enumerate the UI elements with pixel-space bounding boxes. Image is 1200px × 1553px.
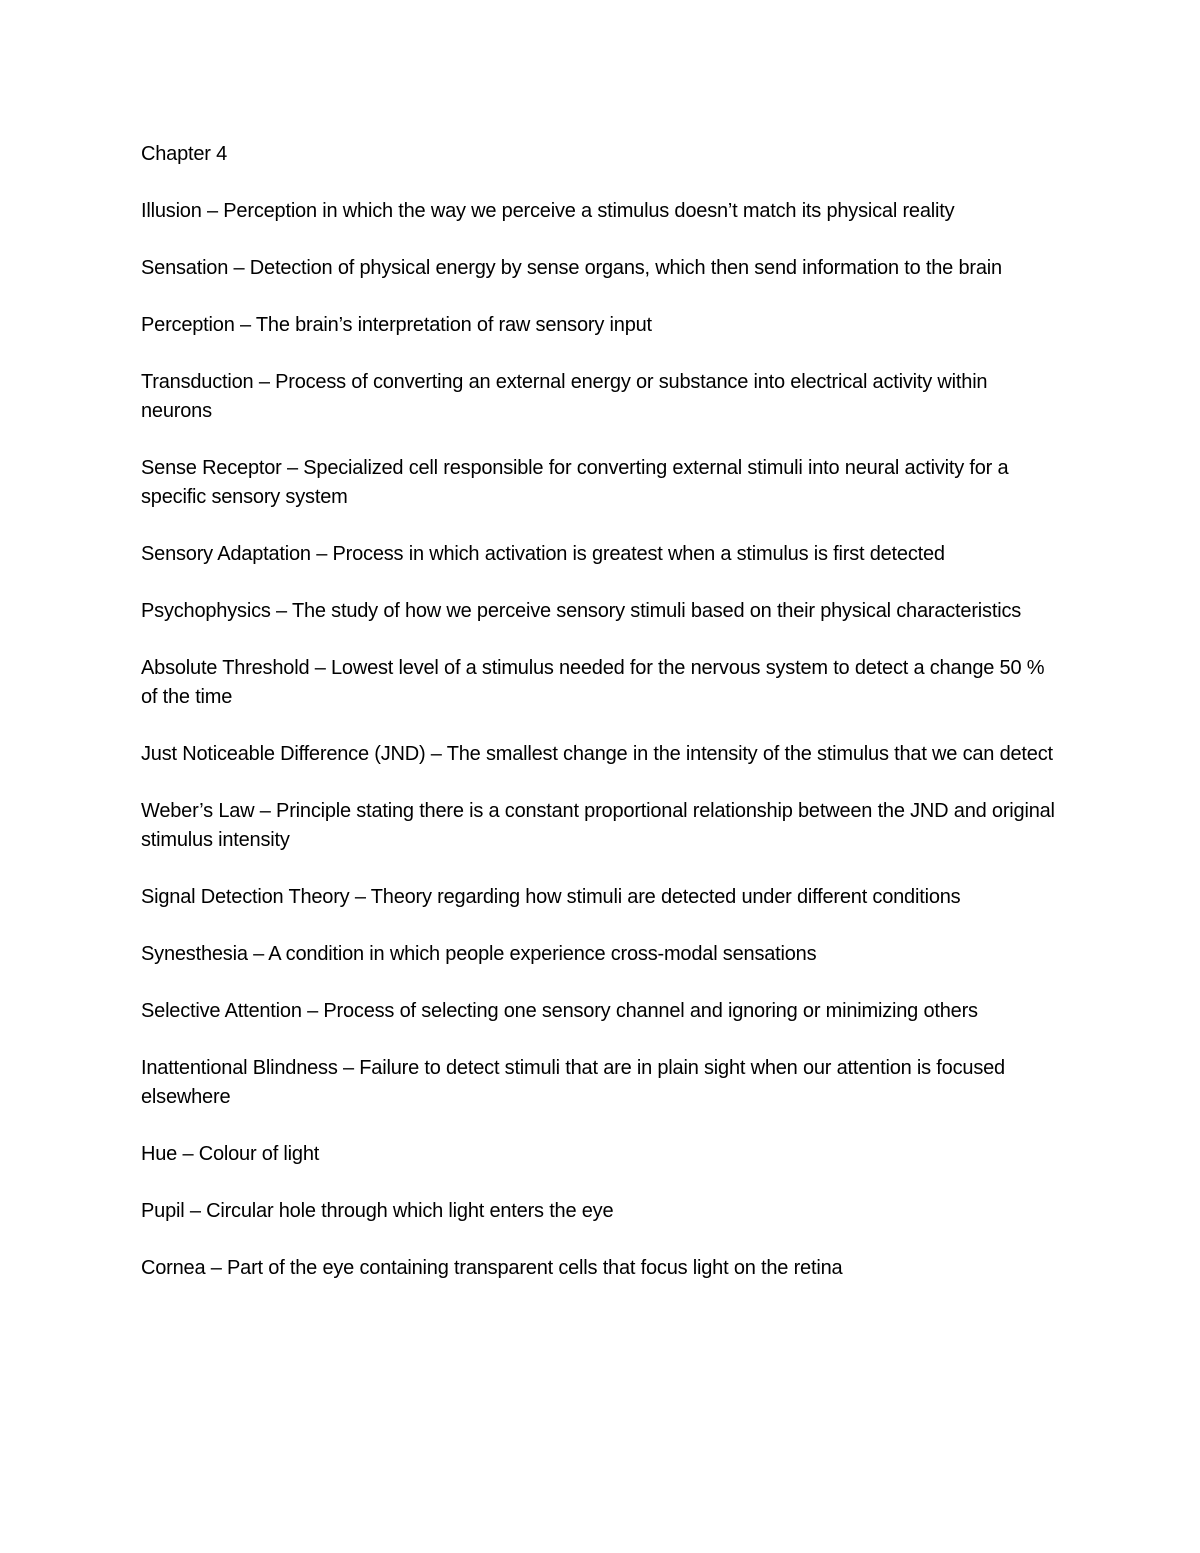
definition-jnd: Just Noticeable Difference (JND) – The smallest change in the intensity of the stimulus that we can detect — [141, 743, 1053, 765]
definition-sensory-adaptation: Sensory Adaptation – Process in which activation is greatest when a stimulus is first detected — [141, 543, 945, 565]
definition-sensation: Sensation – Detection of physical energy by sense organs, which then send information to the brain — [141, 257, 1002, 279]
definition-absolute-threshold: Absolute Threshold – Lowest level of a stimulus needed for the nervous system to detect a change 50 % of the time — [141, 657, 1045, 708]
definition-perception: Perception – The brain’s interpretation of raw sensory input — [141, 314, 652, 336]
definition-illusion: Illusion – Perception in which the way we perceive a stimulus doesn’t match its physical reality — [141, 200, 955, 222]
document-page — [141, 140, 1061, 1311]
definition-pupil: Pupil – Circular hole through which light enters the eye — [141, 1200, 614, 1222]
definition-sense-receptor: Sense Receptor – Specialized cell responsible for converting external stimuli into neural activity for a specific sensory system — [141, 457, 1009, 508]
definition-psychophysics: Psychophysics – The study of how we perceive sensory stimuli based on their physical characteristics — [141, 600, 1022, 622]
definition-signal-detection-theory: Signal Detection Theory – Theory regarding how stimuli are detected under different conditions — [141, 886, 961, 908]
definition-webers-law: Weber’s Law – Principle stating there is a constant proportional relationship between the JND and original stimulus intensity — [141, 800, 1055, 851]
definition-transduction: Transduction – Process of converting an external energy or substance into electrical activity within neurons — [141, 371, 988, 422]
definition-synesthesia: Synesthesia – A condition in which people experience cross-modal sensations — [141, 943, 817, 965]
definition-cornea: Cornea – Part of the eye containing transparent cells that focus light on the retina — [141, 1257, 843, 1279]
definition-selective-attention: Selective Attention – Process of selecting one sensory channel and ignoring or minimizing others — [141, 1000, 978, 1022]
chapter-heading: Chapter 4 — [141, 143, 228, 165]
definition-inattentional-blindness: Inattentional Blindness – Failure to detect stimuli that are in plain sight when our attention is focused elsewhere — [141, 1057, 1005, 1108]
definition-hue: Hue – Colour of light — [141, 1143, 320, 1165]
